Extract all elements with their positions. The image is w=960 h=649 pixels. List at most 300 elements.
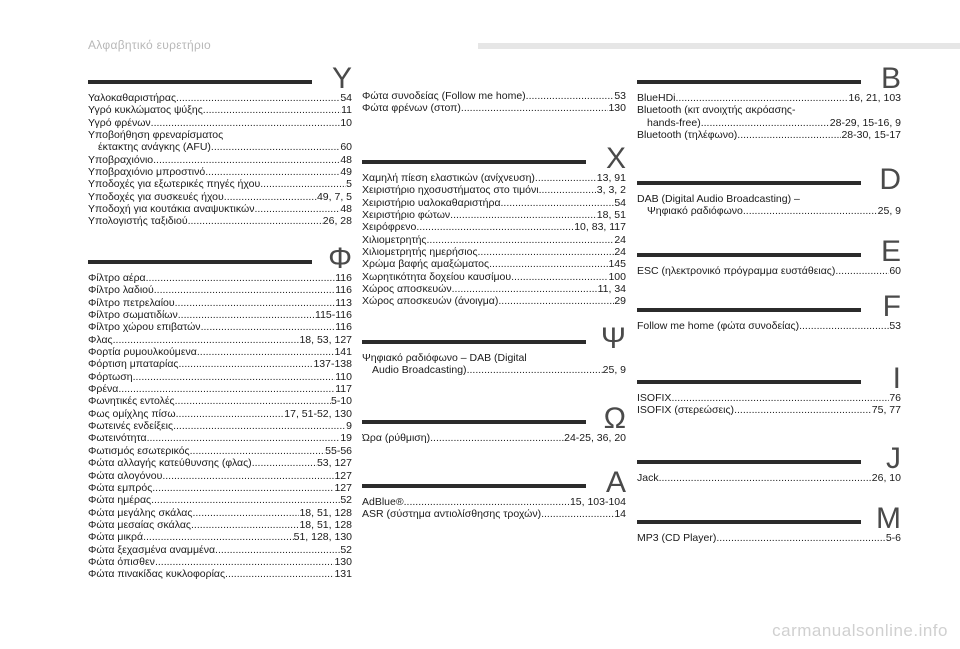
dot-leader (526, 90, 615, 102)
index-entry (88, 129, 352, 141)
index-entry (637, 129, 901, 141)
index-section (637, 161, 901, 218)
entry-page-numbers: 11, 34 (597, 283, 626, 296)
index-entry (362, 197, 626, 209)
dot-leader (143, 531, 294, 543)
dot-leader (701, 117, 830, 129)
dot-leader (467, 364, 603, 376)
entry-page-numbers: 28-29, 15-16, 9 (829, 116, 901, 129)
entry-list (637, 532, 901, 544)
entry-term: Φρένα (88, 383, 119, 396)
entry-list (362, 90, 626, 115)
entry-term: Υγρό κυκλώματος ψύξης (88, 104, 203, 117)
dot-leader (478, 246, 615, 258)
index-entry (362, 496, 626, 508)
dot-leader (541, 508, 614, 520)
entry-page-numbers: 24 (614, 246, 626, 259)
section-divider (362, 160, 586, 164)
index-entry (637, 104, 901, 116)
entry-term: Χιλιομετρητής (362, 233, 427, 246)
index-entry (88, 272, 352, 284)
entry-term: Φορτία ρυμουλκούμενα (88, 346, 197, 359)
dot-leader (211, 141, 340, 153)
section-letter: Ψ (600, 322, 626, 355)
entry-list (637, 265, 901, 277)
entry-term: AdBlue® (362, 496, 404, 508)
index-entry (362, 352, 626, 364)
index-entry (362, 295, 626, 307)
index-entry (637, 404, 901, 416)
entry-term: Υποδοχή για κουτάκια αναψυκτικών (88, 203, 255, 216)
dot-leader (191, 519, 299, 531)
entry-page-numbers: 15, 103-104 (569, 496, 626, 508)
entry-page-numbers: 49, 7, 5 (316, 190, 352, 203)
entry-page-numbers: 49 (340, 166, 352, 179)
section-letter: Υ (331, 62, 352, 95)
index-entry (362, 209, 626, 221)
entry-page-numbers: 127 (334, 469, 352, 482)
dot-leader (737, 129, 841, 141)
entry-term: Ψηφιακό ραδιόφωνο (647, 205, 743, 218)
entry-term: Υποδοχές για εξωτερικές πηγές ήχου (88, 178, 261, 191)
section-divider (637, 520, 861, 524)
dot-leader (501, 197, 615, 209)
header-bar (478, 43, 960, 49)
dot-leader (254, 203, 340, 215)
index-section (637, 440, 901, 484)
index-entry (637, 392, 901, 404)
entry-page-numbers: 26, 28 (322, 215, 352, 228)
index-entry (88, 166, 352, 178)
entry-list (362, 352, 626, 377)
index-entry (362, 102, 626, 114)
dot-leader (225, 568, 334, 580)
entry-term: Φώτα ξεχασμένα αναμμένα (88, 543, 216, 556)
dot-leader (178, 358, 313, 370)
entry-term: Υποβοήθηση φρεναρίσματος (88, 129, 224, 142)
index-entry (88, 371, 352, 383)
entry-term: Υπολογιστής ταξιδιού (88, 215, 188, 228)
section-divider (362, 420, 586, 424)
index-entry (88, 457, 352, 469)
entry-page-numbers: 116 (335, 272, 352, 284)
section-header (637, 288, 901, 323)
index-section (362, 320, 626, 377)
entry-term: Χώρος αποσκευών (362, 283, 452, 296)
dot-leader (192, 507, 299, 519)
section-header (362, 140, 626, 175)
section-divider (637, 308, 861, 312)
entry-page-numbers: 48 (340, 153, 352, 166)
index-section (637, 360, 901, 417)
entry-page-numbers: 130 (334, 555, 352, 568)
entry-term: Bluetooth (τηλέφωνο) (637, 129, 738, 142)
dot-leader (734, 404, 872, 416)
section-header (362, 320, 626, 355)
entry-term: DAB (Digital Audio Broadcasting) – (637, 193, 800, 205)
entry-page-numbers: 18, 51, 128 (299, 518, 352, 531)
index-entry (362, 364, 626, 376)
dot-leader (175, 297, 336, 309)
entry-page-numbers: 137-138 (313, 358, 352, 371)
section-letter: E (880, 235, 901, 268)
entry-page-numbers: 145 (608, 258, 626, 271)
dot-leader (133, 371, 336, 383)
entry-term: Φώτα αλογόνου (88, 469, 163, 482)
section-letter: Χ (605, 142, 626, 175)
page-header (0, 0, 960, 60)
entry-term: Χειριστήριο υαλοκαθαριστήρα (362, 196, 501, 209)
entry-term: Φώτα μεσαίας σκάλας (88, 518, 191, 531)
section-letter: I (892, 362, 901, 395)
entry-term: Φωτεινές ενδείξεις (88, 420, 174, 433)
entry-page-numbers: 127 (334, 481, 352, 494)
dot-leader (224, 191, 317, 203)
dot-leader (190, 445, 326, 457)
entry-list (362, 172, 626, 308)
index-entry (362, 172, 626, 184)
index-entry (88, 494, 352, 506)
index-entry (362, 90, 626, 102)
entry-term: MP3 (CD Player) (637, 532, 717, 544)
entry-term: Χειριστήριο φώτων (362, 209, 451, 222)
index-section (362, 90, 626, 115)
entry-term: Φωτεινότητα (88, 432, 147, 445)
entry-term: Ώρα (ρύθμιση) (362, 432, 431, 444)
dot-leader (147, 432, 341, 444)
index-section (637, 500, 901, 544)
index-entry (88, 104, 352, 116)
dot-leader (113, 334, 300, 346)
dot-leader (539, 184, 597, 196)
entry-term: Φίλτρο πετρελαίου (88, 296, 175, 309)
entry-term: Follow me home (φώτα συνοδείας) (637, 320, 800, 332)
entry-term: Φώτα ημέρας (88, 494, 152, 507)
entry-page-numbers: 24 (614, 233, 626, 246)
entry-page-numbers: 5-6 (885, 532, 901, 544)
dot-leader (799, 320, 889, 332)
entry-page-numbers: 130 (608, 102, 626, 115)
index-entry (637, 320, 901, 332)
entry-page-numbers: 75, 77 (871, 404, 901, 417)
section-header (637, 500, 901, 535)
entry-term: Υποβραχιόνιο (88, 153, 154, 166)
dot-leader (176, 92, 340, 104)
entry-list (88, 92, 352, 228)
index-section (362, 464, 626, 521)
entry-page-numbers: 55-56 (325, 444, 352, 457)
entry-page-numbers: 51, 128, 130 (293, 531, 352, 544)
entry-term: Φόρτιση μπαταρίας (88, 358, 179, 371)
entry-page-numbers: 52 (340, 494, 352, 507)
index-entry (88, 92, 352, 104)
watermark: carmanualsonline.info (772, 621, 948, 640)
index-entry (637, 472, 901, 484)
index-entry (637, 265, 901, 277)
index-entry (88, 178, 352, 190)
entry-page-numbers: 53 (614, 90, 626, 102)
index-entry (637, 117, 901, 129)
entry-page-numbers: 131 (334, 568, 352, 581)
entry-term: Φλας (88, 333, 113, 346)
dot-leader (205, 166, 340, 178)
entry-page-numbers: 113 (335, 296, 352, 309)
dot-leader (743, 205, 878, 217)
index-entry (362, 221, 626, 233)
index-entry (88, 297, 352, 309)
entry-page-numbers: 100 (608, 270, 626, 283)
entry-term: Φωτισμός εσωτερικός (88, 444, 190, 457)
entry-term: Υποβραχιόνιο μπροστινό (88, 166, 206, 179)
entry-page-numbers: 25, 9 (877, 205, 901, 218)
dot-leader (716, 532, 885, 544)
entry-term: Φώτα μεγάλης σκάλας (88, 506, 193, 519)
section-divider (88, 260, 312, 264)
index-entry (88, 191, 352, 203)
index-entry (362, 258, 626, 270)
dot-leader (535, 172, 597, 184)
index-entry (362, 184, 626, 196)
index-entry (88, 309, 352, 321)
entry-list (362, 432, 626, 444)
entry-term: Υαλοκαθαριστήρας (88, 92, 177, 104)
index-entry (88, 519, 352, 531)
entry-term: BlueHDi (637, 92, 676, 104)
dot-leader (146, 272, 336, 284)
section-header (362, 400, 626, 435)
index-entry (637, 193, 901, 205)
section-header (637, 60, 901, 95)
entry-page-numbers: 115-116 (315, 309, 352, 322)
entry-page-numbers: 117 (335, 383, 352, 396)
entry-page-numbers: 76 (889, 392, 901, 404)
entry-page-numbers: 14 (614, 508, 626, 521)
entry-page-numbers: 52 (340, 543, 352, 556)
entry-term: Υποδοχές για συσκευές ήχου (88, 190, 224, 203)
entry-term: Φόρτωση (88, 370, 133, 383)
dot-leader (118, 383, 335, 395)
index-entry (637, 532, 901, 544)
section-header (637, 233, 901, 268)
dot-leader (671, 392, 889, 404)
entry-page-numbers: 5 (346, 178, 352, 191)
entry-term: Χειρόφρενο (362, 221, 417, 234)
index-entry (637, 205, 901, 217)
entry-term: Φως ομίχλης πίσω (88, 407, 176, 420)
dot-leader (197, 346, 335, 358)
section-divider (637, 460, 861, 464)
dot-leader (178, 309, 315, 321)
entry-term: Χωρητικότητα δοχείου καυσίμου (362, 270, 512, 283)
page-title: Αλφαβητικό ευρετήριο (88, 38, 212, 52)
section-header (637, 360, 901, 395)
index-entry (88, 420, 352, 432)
section-letter: F (882, 290, 901, 323)
index-section (362, 140, 626, 308)
dot-leader (252, 457, 317, 469)
section-header (88, 60, 352, 95)
section-letter: B (880, 62, 901, 95)
index-entry (88, 531, 352, 543)
index-entry (362, 432, 626, 444)
section-divider (362, 340, 586, 344)
index-entry (88, 117, 352, 129)
entry-term: Φίλτρο χώρου επιβατών (88, 321, 201, 334)
dot-leader (152, 482, 334, 494)
entry-term: Φίλτρο αέρα (88, 272, 146, 284)
entry-page-numbers: 48 (340, 203, 352, 216)
index-entry (88, 395, 352, 407)
index-section (88, 240, 352, 581)
dot-leader (155, 556, 335, 568)
section-divider (88, 80, 312, 84)
entry-page-numbers: 5-10 (330, 395, 352, 408)
index-entry (88, 346, 352, 358)
entry-list (637, 92, 901, 141)
index-entry (88, 383, 352, 395)
entry-list (637, 193, 901, 218)
index-entry (362, 246, 626, 258)
dot-leader (461, 102, 609, 114)
dot-leader (404, 496, 570, 508)
section-header (637, 161, 901, 196)
entry-term: Bluetooth (κιτ ανοιχτής ακρόασης- (637, 104, 796, 117)
dot-leader (151, 117, 341, 129)
entry-page-numbers: 28-30, 15-17 (841, 129, 901, 142)
entry-page-numbers: 54 (614, 196, 626, 209)
entry-list (637, 320, 901, 332)
dot-leader (450, 209, 597, 221)
entry-page-numbers: 18, 53, 127 (299, 333, 352, 346)
entry-page-numbers: 3, 3, 2 (596, 184, 626, 197)
dot-leader (151, 494, 340, 506)
entry-term: Ψηφιακό ραδιόφωνο – DAB (Digital (362, 352, 527, 364)
index-entry (88, 482, 352, 494)
index-section (88, 60, 352, 228)
section-letter: D (879, 163, 901, 196)
section-divider (362, 484, 586, 488)
section-divider (637, 380, 861, 384)
section-letter: Φ (328, 242, 352, 275)
dot-leader (260, 178, 346, 190)
dot-leader (188, 215, 323, 227)
index-section (637, 60, 901, 141)
index-entry (88, 507, 352, 519)
section-header (637, 440, 901, 475)
section-letter: M (876, 502, 901, 535)
dot-leader (153, 154, 340, 166)
index-entry (88, 154, 352, 166)
dot-leader (223, 129, 352, 141)
entry-term: Φώτα εμπρός (88, 481, 153, 494)
index-entry (362, 234, 626, 246)
entry-page-numbers: 26, 10 (871, 472, 901, 484)
entry-page-numbers: 141 (334, 346, 352, 359)
entry-term: Φίλτρο λαδιού (88, 284, 154, 297)
entry-page-numbers: 53, 127 (316, 457, 352, 470)
section-divider (637, 80, 861, 84)
index-entry (88, 544, 352, 556)
dot-leader (416, 221, 574, 233)
entry-term: hands-free) (647, 116, 701, 129)
entry-page-numbers: 13, 91 (596, 172, 626, 184)
section-divider (637, 253, 861, 257)
index-section (362, 400, 626, 444)
section-header (88, 240, 352, 275)
index-entry (362, 283, 626, 295)
entry-list (88, 272, 352, 581)
entry-page-numbers: 53 (889, 320, 901, 332)
entry-page-numbers: 29 (614, 295, 626, 308)
entry-page-numbers: 19 (340, 432, 352, 445)
index-entry (637, 92, 901, 104)
index-entry (88, 470, 352, 482)
section-divider (637, 181, 861, 185)
entry-page-numbers: 17, 51-52, 130 (284, 407, 352, 420)
entry-page-numbers: 25, 9 (602, 364, 626, 377)
entry-list (637, 392, 901, 417)
entry-page-numbers: 116 (335, 321, 352, 334)
dot-leader (511, 271, 608, 283)
entry-term: Φώτα αλλαγής κατεύθυνσης (φλας) (88, 457, 252, 470)
dot-leader (215, 544, 340, 556)
entry-term: Χιλιομετρητής ημερήσιος (362, 246, 478, 259)
entry-page-numbers: 110 (335, 370, 352, 383)
index-entry (88, 445, 352, 457)
entry-term: έκτακτης ανάγκης (AFU) (98, 141, 211, 154)
entry-term: ESC (ηλεκτρονικό πρόγραμμα ευστάθειας) (637, 265, 836, 277)
entry-page-numbers: 9 (346, 420, 352, 433)
dot-leader (176, 408, 285, 420)
section-letter: J (886, 442, 901, 475)
entry-term: Audio Broadcasting) (372, 364, 467, 377)
entry-page-numbers: 10 (340, 116, 352, 129)
dot-leader (676, 92, 849, 104)
entry-term: Φώτα φρένων (στοπ) (362, 102, 461, 115)
entry-term: Φώτα πινακίδας κυκλοφορίας (88, 568, 226, 581)
entry-term: Φώτα όπισθεν (88, 555, 155, 568)
entry-page-numbers: 18, 51 (596, 209, 626, 222)
index-entry (88, 215, 352, 227)
entry-term: Φώτα συνοδείας (Follow me home) (362, 90, 526, 102)
entry-term: Χειριστήριο ηχοσυστήματος στο τιμόνι (362, 184, 539, 197)
entry-page-numbers: 24-25, 36, 20 (564, 432, 626, 444)
entry-term: Χώρος αποσκευών (άνοιγμα) (362, 295, 499, 308)
section-letter: Ω (603, 402, 626, 435)
dot-leader (201, 321, 336, 333)
dot-leader (427, 234, 615, 246)
entry-list (637, 472, 901, 484)
index-entry (88, 141, 352, 153)
entry-term: Φώτα μικρά (88, 531, 144, 544)
index-entry (88, 284, 352, 296)
entry-term: Φίλτρο σωματιδίων (88, 309, 178, 322)
dot-leader (430, 432, 564, 444)
index-entry (88, 556, 352, 568)
index-entry (88, 358, 352, 370)
entry-page-numbers: 18, 51, 128 (299, 506, 352, 519)
entry-page-numbers: 11 (341, 104, 352, 117)
index-entry (88, 203, 352, 215)
entry-term: ISOFIX (στερεώσεις) (637, 404, 735, 417)
dot-leader (175, 395, 331, 407)
entry-term: Χρώμα βαφής αμαξώματος (362, 258, 490, 271)
dot-leader (154, 284, 335, 296)
index-entry (88, 568, 352, 580)
entry-page-numbers: 54 (340, 92, 352, 104)
entry-list (362, 496, 626, 521)
entry-term: Υγρό φρένων (88, 116, 151, 129)
